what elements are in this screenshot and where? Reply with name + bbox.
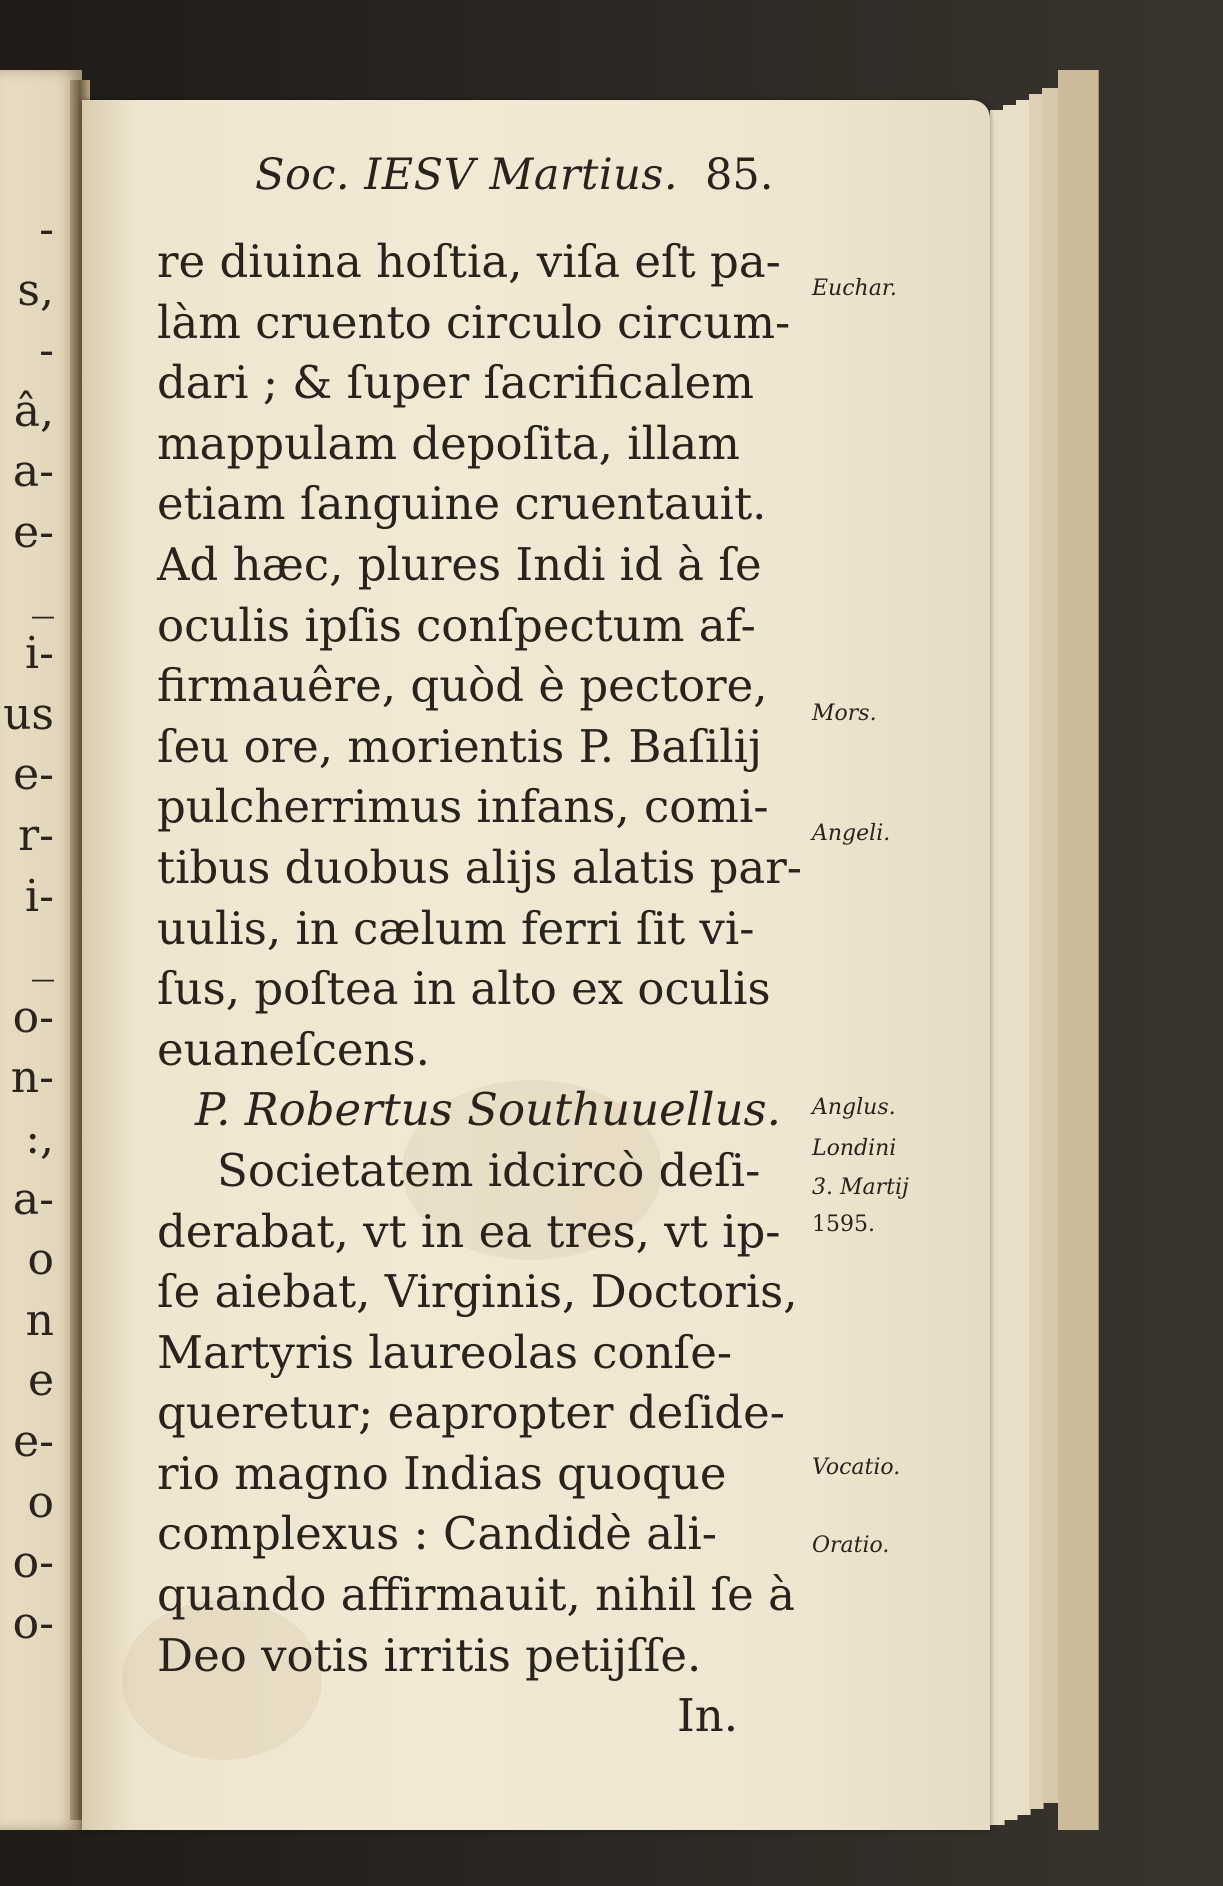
section-heading: P. Robertus Southuuellus.: [195, 1083, 781, 1137]
text-line: euaneſcens.: [157, 1022, 430, 1076]
margin-note-date: 3. Martij: [812, 1175, 909, 1200]
text-line: quando affirmauit, nihil ſe à: [157, 1568, 795, 1622]
text-line: etiam ſanguine cruentauit.: [157, 477, 767, 531]
text-line: ſus, poſtea in alto ex oculis: [157, 962, 771, 1016]
book-cover-edge: [1058, 70, 1099, 1830]
margin-note-anglus: Anglus.: [812, 1095, 896, 1120]
left-page-fragment: o-: [12, 1597, 54, 1649]
left-page-fragment: e-: [13, 749, 54, 801]
left-page-fragment: n-: [10, 1052, 54, 1104]
left-page-fragment: o-: [12, 991, 54, 1043]
text-line: Societatem idcircò deſi-: [217, 1143, 761, 1197]
text-line: mappulam depoſita, illam: [157, 416, 740, 470]
text-line: rio magno Indias quoque: [157, 1446, 727, 1500]
margin-note-oratio: Oratio.: [812, 1533, 890, 1558]
page-number: 85.: [705, 150, 774, 200]
text-line: ſeu ore, morientis P. Baſilij: [157, 719, 763, 773]
left-page-fragment: e-: [13, 507, 54, 558]
text-line: complexus : Candidè ali-: [157, 1507, 718, 1561]
text-line: uulis, in cælum ferri ſit vi-: [157, 901, 755, 955]
margin-note-mors: Mors.: [812, 701, 877, 726]
left-page-fragment: i-: [25, 870, 54, 922]
left-page-fragment: â,: [13, 385, 54, 437]
text-line: Deo votis irritis petijſſe.: [157, 1628, 702, 1682]
left-page-fragment: :,: [25, 1113, 54, 1164]
text-line: derabat, vt in ea tres, vt ip-: [157, 1204, 781, 1258]
text-line: firmauêre, quòd è pectore,: [157, 659, 768, 713]
text-line: Ad hæc, plures Indi id à ſe: [157, 537, 762, 591]
running-title: Soc. IESV Martius.: [255, 150, 679, 200]
left-page-fragment: e-: [13, 1416, 54, 1467]
left-page-fragment: o: [27, 1476, 54, 1528]
text-line: oculis ipſis conſpectum af-: [157, 598, 756, 652]
text-line: re diuina hoſtia, viſa eſt pa-: [157, 235, 781, 288]
left-page-fragment: _: [32, 567, 54, 619]
text-line: pulcherrimus infans, comi-: [157, 780, 769, 834]
left-page-fragment: o-: [12, 1537, 54, 1589]
margin-note-euchar: Euchar.: [812, 276, 897, 301]
text-line: tibus duobus alijs alatis par-: [157, 840, 802, 894]
left-page-fragment: -: [39, 325, 54, 377]
left-page-fragment: n: [25, 1294, 54, 1346]
catchword: In.: [677, 1689, 739, 1743]
margin-note-vocatio: Vocatio.: [812, 1455, 901, 1480]
left-page-fragment: a-: [12, 446, 54, 498]
left-page-fragment: _: [32, 931, 54, 983]
left-page-fragment: i-: [25, 628, 54, 680]
left-page-fragment: -: [39, 204, 54, 255]
left-page-fragment: o: [27, 1234, 54, 1286]
left-page-fragment: s,: [17, 264, 54, 316]
text-line: dari ; & ſuper ſacrificalem: [157, 356, 754, 410]
margin-note-londini: Londini: [812, 1136, 897, 1161]
left-page-fragment: a-: [12, 1173, 54, 1225]
left-page-fragment: us: [3, 688, 54, 740]
margin-note-year: 1595.: [812, 1212, 875, 1237]
left-page-fragment: r-: [18, 810, 54, 861]
text-line: Martyris laureolas conſe-: [157, 1325, 733, 1379]
body-text: [157, 232, 802, 1747]
text-line: queretur; eapropter deſide-: [157, 1386, 785, 1440]
left-page-fragment: e: [27, 1355, 54, 1407]
text-line: ſe aiebat, Virginis, Doctoris,: [157, 1265, 798, 1319]
text-line: làm cruento circulo circum-: [157, 295, 791, 349]
margin-note-angeli: Angeli.: [812, 821, 891, 846]
